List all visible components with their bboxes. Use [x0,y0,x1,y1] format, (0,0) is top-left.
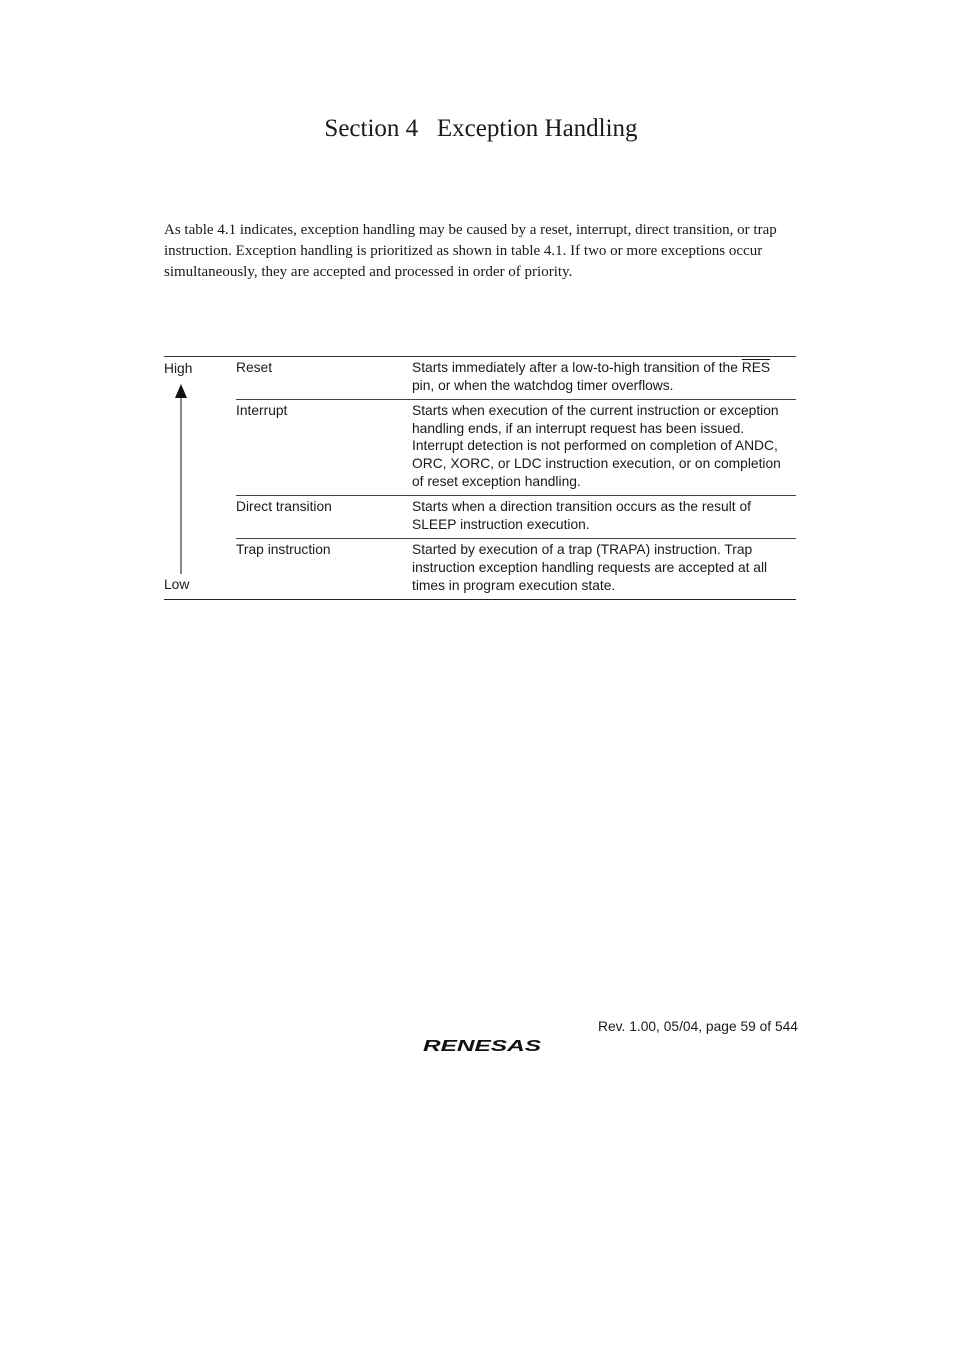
table-row [236,538,796,599]
exception-description: Starts when a direction transition occurs as the result of SLEEP instruction execution. [412,499,751,532]
exception-description: Starts when execution of the current instruction or exception handling ends, if an interrupt request has been issued. Interrupt detection is not performed on completion of ANDC, ORC, XORC, or LDC instruction execution, or on completion of reset exception handling. [412,403,781,489]
exception-description: Starts immediately after a low-to-high transition of the $\overline{RES}$ pin, or when the watchdog timer overflows. [412,360,771,393]
priority-low-label: Low [164,576,190,592]
intro-paragraph: As table 4.1 indicates, exception handling may be caused by a reset, interrupt, direct transition, or trap instruction. Exception handling is prioritized as shown in table 4.1. If two or more exceptions occur simultaneously, they are accepted and processed in order of priority. [164,222,777,280]
priority-high-label: High [164,361,193,376]
page-footer-info: Rev. 1.00, 05/04, page 59 of 544 [598,1019,798,1034]
exception-description: Started by execution of a trap (TRAPA) instruction. Trap instruction exception handling requests are accepted at all times in program execution state. [412,542,768,593]
exception-type: Direct transition [236,499,332,515]
exception-priority-table [164,356,796,600]
renesas-logo [423,1035,541,1055]
svg-text:RENESAS: RENESAS [423,1038,541,1055]
table-row [236,495,796,538]
priority-arrow-icon [174,384,188,574]
exception-type: Reset [236,360,273,375]
table-row [236,357,796,399]
section-title: Section 4 Exception Handling [324,115,638,142]
res-signal-overline: $\overline{RES}$ [741,360,771,375]
table-row [236,399,796,495]
exception-type: Interrupt [236,403,288,419]
exception-type: Trap instruction [236,542,331,558]
